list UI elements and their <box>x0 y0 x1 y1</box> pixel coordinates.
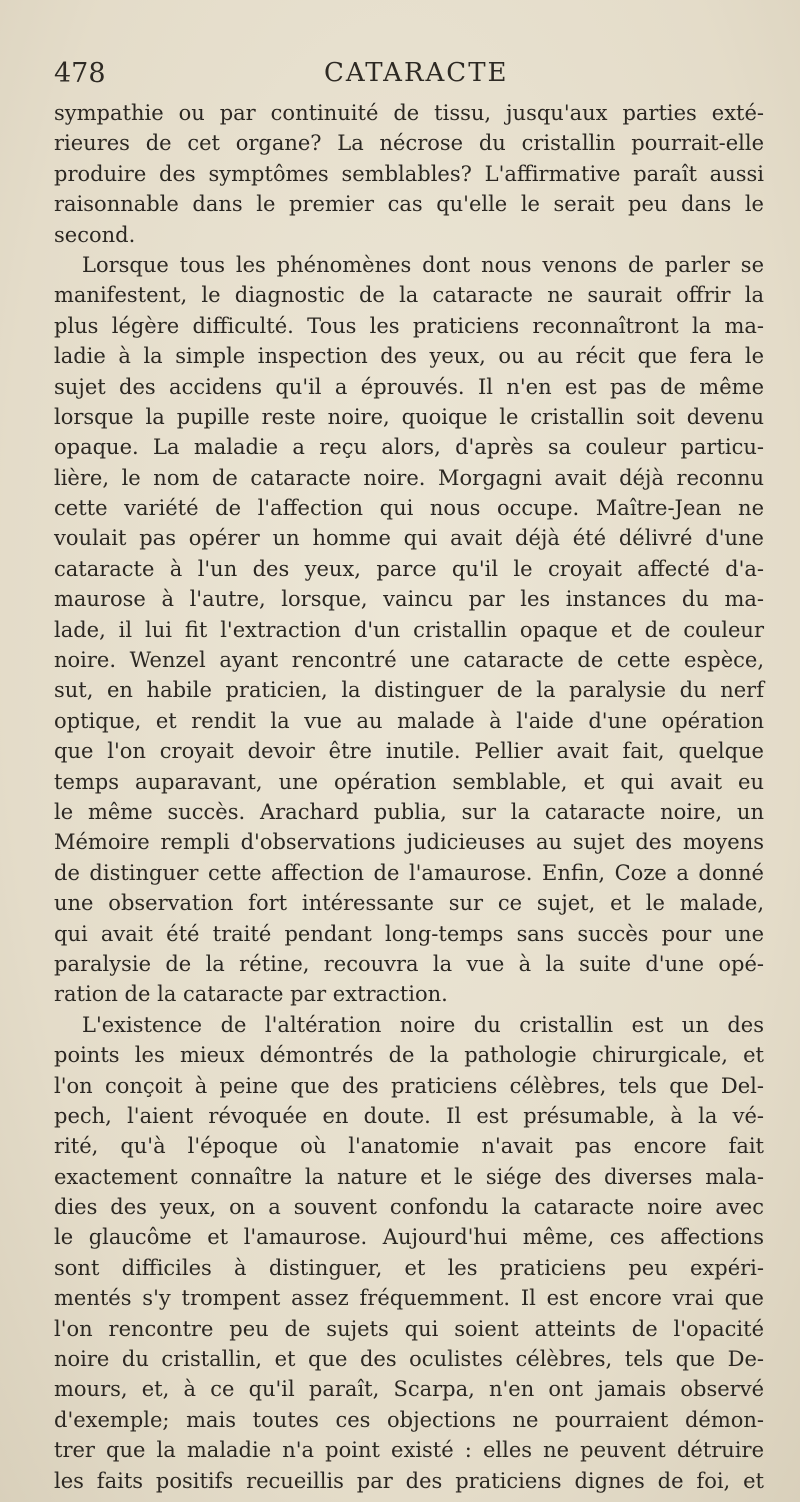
text-line: une observation fort intéressante sur ce sujet, et le malade, <box>54 891 764 916</box>
text-line: temps auparavant, une opération semblable, et qui avait eu <box>54 769 764 794</box>
text-line: le même succès. Arachard publia, sur la cataracte noire, un <box>54 799 764 824</box>
text-line: noire. Wenzel ayant rencontré une cataracte de cette espèce, <box>54 648 764 673</box>
text-line: cataracte à l'un des yeux, parce qu'il le croyait affecté d'a- <box>54 556 764 581</box>
text-line: rieures de cet organe? La nécrose du cristallin pourrait-elle <box>54 131 764 156</box>
body-text <box>54 98 764 1496</box>
page-number: 478 <box>54 58 106 89</box>
text-line: maurose à l'autre, lorsque, vaincu par les instances du ma- <box>54 587 764 612</box>
text-line: lade, il lui fit l'extraction d'un cristallin opaque et de couleur <box>54 617 764 642</box>
text-line: les faits positifs recueillis par des praticiens dignes de foi, et <box>54 1468 764 1493</box>
text-line: mours, et, à ce qu'il paraît, Scarpa, n'en ont jamais observé <box>54 1377 764 1402</box>
paragraph <box>54 1010 764 1496</box>
paragraph <box>54 250 764 1010</box>
text-line: de distinguer cette affection de l'amaurose. Enfin, Coze a donné <box>54 860 764 885</box>
text-line: pech, l'aient révoquée en doute. Il est présumable, à la vé- <box>54 1103 764 1128</box>
text-line: lière, le nom de cataracte noire. Morgagni avait déjà reconnu <box>54 465 764 490</box>
running-title: CATARACTE <box>324 58 509 88</box>
text-line: paralysie de la rétine, recouvra la vue à la suite d'une opé- <box>54 951 764 976</box>
paragraph <box>54 98 764 250</box>
text-line: le glaucôme et l'amaurose. Aujourd'hui même, ces affections <box>54 1225 764 1250</box>
text-line: que l'on croyait devoir être inutile. Pellier avait fait, quelque <box>54 739 764 764</box>
text-line: sujet des accidens qu'il a éprouvés. Il n'en est pas de même <box>54 374 764 399</box>
text-line: sont difficiles à distinguer, et les praticiens peu expéri- <box>54 1255 764 1280</box>
text-line: dies des yeux, on a souvent confondu la cataracte noire avec <box>54 1195 764 1220</box>
text-line: sut, en habile praticien, la distinguer de la paralysie du nerf <box>54 678 764 703</box>
text-line: mentés s'y trompent assez fréquemment. Il est encore vrai que <box>54 1286 764 1311</box>
text-line: lorsque la pupille reste noire, quoique le cristallin soit devenu <box>54 404 764 429</box>
text-line: plus légère difficulté. Tous les praticiens reconnaîtront la ma- <box>54 313 764 338</box>
text-line: produire des symptômes semblables? L'affirmative paraît aussi <box>54 161 764 186</box>
text-line: voulait pas opérer un homme qui avait déjà été délivré d'une <box>54 526 764 551</box>
text-line: noire du cristallin, et que des oculistes célèbres, tels que De- <box>54 1347 764 1372</box>
text-line: l'on rencontre peu de sujets qui soient atteints de l'opacité <box>54 1316 764 1341</box>
text-line: ladie à la simple inspection des yeux, ou au récit que fera le <box>54 344 764 369</box>
text-line: trer que la maladie n'a point existé : elles ne peuvent détruire <box>54 1438 764 1463</box>
text-line: second. <box>54 222 136 247</box>
text-line: qui avait été traité pendant long-temps sans succès pour une <box>54 921 764 946</box>
text-line: cette variété de l'affection qui nous occupe. Maître-Jean ne <box>54 496 764 521</box>
text-line: L'existence de l'altération noire du cristallin est un des <box>82 1012 764 1037</box>
text-line: d'exemple; mais toutes ces objections ne pourraient démon- <box>54 1407 764 1432</box>
text-line: sympathie ou par continuité de tissu, jusqu'aux parties exté- <box>54 101 764 125</box>
text-line: l'on conçoit à peine que des praticiens célèbres, tels que Del- <box>54 1073 764 1098</box>
text-line: optique, et rendit la vue au malade à l'aide d'une opération <box>54 708 764 733</box>
text-line: points les mieux démontrés de la pathologie chirurgicale, et <box>54 1043 764 1068</box>
text-line: manifestent, le diagnostic de la cataracte ne saurait offrir la <box>54 283 764 308</box>
page-header <box>54 58 754 98</box>
text-line: rité, qu'à l'époque où l'anatomie n'avait pas encore fait <box>54 1134 764 1159</box>
text-line: raisonnable dans le premier cas qu'elle le serait peu dans le <box>54 192 764 217</box>
text-line: opaque. La maladie a reçu alors, d'après sa couleur particu- <box>54 435 764 460</box>
text-line: Lorsque tous les phénomènes dont nous venons de parler se <box>82 252 764 277</box>
text-line: ration de la cataracte par extraction. <box>54 982 448 1007</box>
text-line: Mémoire rempli d'observations judicieuses au sujet des moyens <box>54 830 764 855</box>
text-line: exactement connaître la nature et le siége des diverses mala- <box>54 1164 764 1189</box>
